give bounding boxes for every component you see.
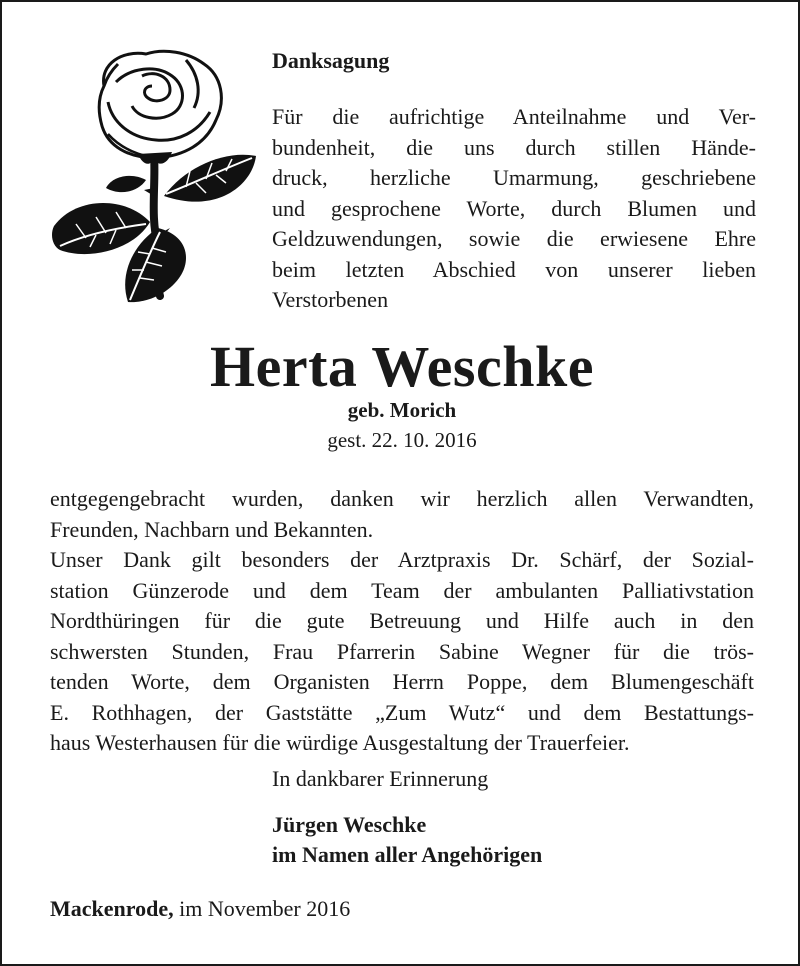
intro-line: bundenheit, die uns durch stillen Hände- <box>272 134 756 160</box>
maiden-name: geb. Morich <box>347 398 457 422</box>
body-line: E. Rothhagen, der Gaststätte „Zum Wutz“ und dem Bestattungs- <box>50 699 754 725</box>
thanks-paragraph <box>50 484 754 759</box>
intro-line: druck, herzliche Umarmung, geschriebene <box>272 165 756 190</box>
signer-role: im Namen aller Angehörigen <box>272 842 543 867</box>
date-of-death: gest. 22. 10. 2016 <box>327 428 477 452</box>
body-line: tenden Worte, dem Organisten Herrn Poppe, dem Blumengeschäft <box>50 669 754 694</box>
closing-phrase: In dankbarer Erinnerung <box>272 766 489 791</box>
heading-danksagung: Danksagung <box>272 48 390 73</box>
place-and-date <box>50 894 350 924</box>
body-line: haus Westerhausen für die würdige Ausgestaltung der Trauerfeier. <box>50 730 630 755</box>
body-line: entgegengebracht wurden, danken wir herzlich allen Verwandten, <box>50 486 754 511</box>
body-line: station Günzerode und dem Team der ambulanten Palliativstation <box>50 577 754 603</box>
date: im November 2016 <box>173 896 351 921</box>
body-line: schwersten Stunden, Frau Pfarrerin Sabine Wegner für die trös- <box>50 638 754 664</box>
place: Mackenrode, <box>50 896 174 921</box>
body-line: Unser Dank gilt besonders der Arztpraxis Dr. Schärf, der Sozial- <box>50 547 754 572</box>
intro-paragraph <box>272 102 756 316</box>
intro-line: beim letzten Abschied von unserer lieben <box>272 256 756 282</box>
intro-line: Für die aufrichtige Anteilnahme und Ver- <box>272 104 756 129</box>
body-line: Nordthüringen für die gute Betreuung und Hilfe auch in den <box>50 608 754 633</box>
signer-block <box>272 810 542 870</box>
intro-line: Geldzuwendungen, sowie die erwiesene Ehre <box>272 226 756 251</box>
intro-line: und gesprochene Worte, durch Blumen und <box>272 195 756 221</box>
signer-name: Jürgen Weschke <box>272 812 427 837</box>
deceased-name: Herta Weschke <box>210 334 594 399</box>
body-line: Freunden, Nachbarn und Bekannten. <box>50 516 374 542</box>
intro-line: Verstorbenen <box>272 287 389 312</box>
rose-icon <box>46 46 262 306</box>
